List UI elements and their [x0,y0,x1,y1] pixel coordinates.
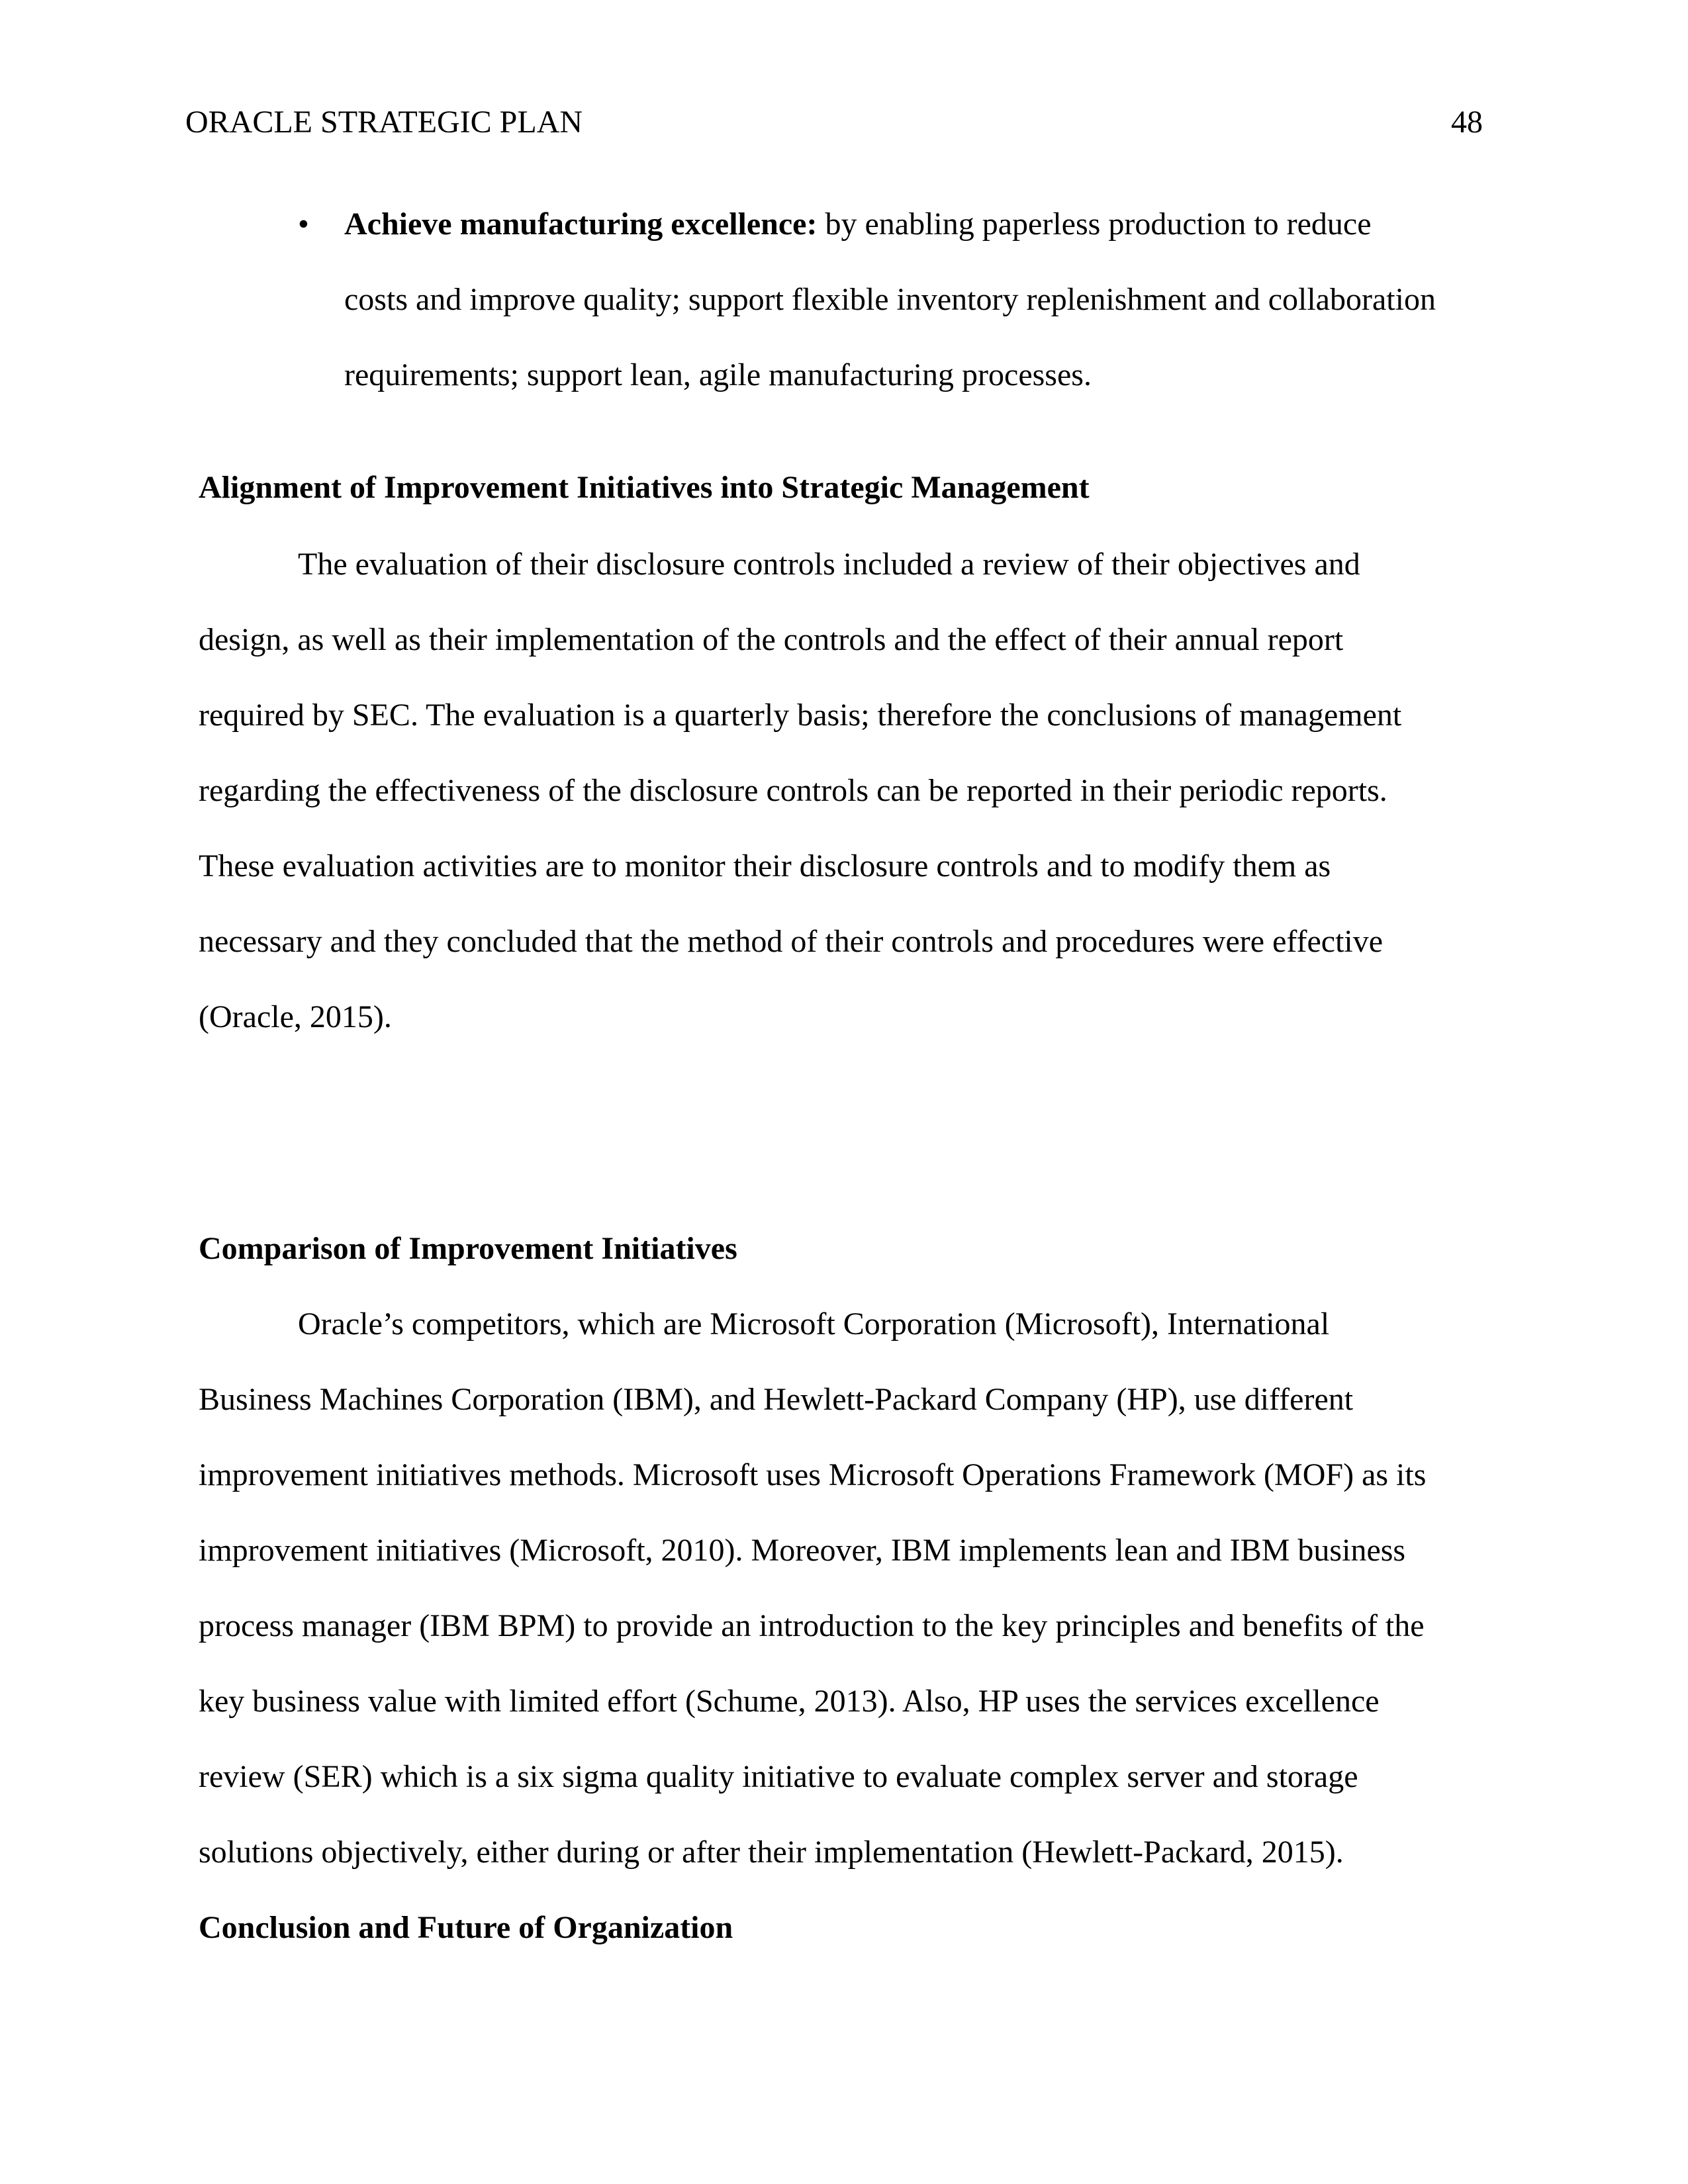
paragraph-line: Business Machines Corporation (IBM), and Hewlett-Packard Company (HP), use different [199,1382,1354,1417]
bullet-line-1: by enabling paperless production to reduce [817,206,1372,242]
running-header [185,99,1483,146]
paragraph-line: Oracle’s competitors, which are Microsoft Corporation (Microsoft), International [298,1306,1330,1342]
paragraph-line: solutions objectively, either during or after their implementation (Hewlett-Packard, 2015). [199,1835,1344,1870]
bullet-line-3: requirements; support lean, agile manufacturing processes. [344,357,1092,392]
paragraph-line: process manager (IBM BPM) to provide an introduction to the key principles and benefits of the [199,1608,1425,1643]
paragraph-line: improvement initiatives (Microsoft, 2010). Moreover, IBM implements lean and IBM business [199,1533,1406,1568]
section-heading-conclusion: Conclusion and Future of Organization [199,1910,733,1945]
paragraph-line: necessary and they concluded that the method of their controls and procedures were effective [199,924,1383,959]
bullet-line-2: costs and improve quality; support flexible inventory replenishment and collaboration [344,282,1436,317]
paragraph-line: review (SER) which is a six sigma quality initiative to evaluate complex server and storage [199,1759,1358,1794]
paragraph-line: These evaluation activities are to monitor their disclosure controls and to modify them as [199,848,1331,884]
paragraph-alignment [199,527,1496,1055]
paragraph-line: (Oracle, 2015). [199,999,392,1034]
paragraph-line: regarding the effectiveness of the disclosure controls can be reported in their periodic reports. [199,773,1387,808]
paragraph-comparison [199,1287,1496,1890]
bullet-point-icon: • [298,206,309,242]
running-head-title: ORACLE STRATEGIC PLAN [185,105,583,140]
paragraph-line: improvement initiatives methods. Microsoft uses Microsoft Operations Framework (MOF) as its [199,1457,1427,1492]
paragraph-line: design, as well as their implementation of the controls and the effect of their annual report [199,622,1344,657]
paragraph-line: The evaluation of their disclosure controls included a review of their objectives and [298,547,1360,582]
paragraph-line: required by SEC. The evaluation is a quarterly basis; therefore the conclusions of management [199,698,1402,733]
section-heading-alignment: Alignment of Improvement Initiatives into Strategic Management [199,470,1090,505]
bullet-lead: Achieve manufacturing excellence: [344,206,818,242]
page-number: 48 [1451,105,1483,140]
section-heading-comparison: Comparison of Improvement Initiatives [199,1231,737,1266]
paragraph-line: key business value with limited effort (Schume, 2013). Also, HP uses the services excellence [199,1684,1380,1719]
bullet-item [344,187,1496,413]
